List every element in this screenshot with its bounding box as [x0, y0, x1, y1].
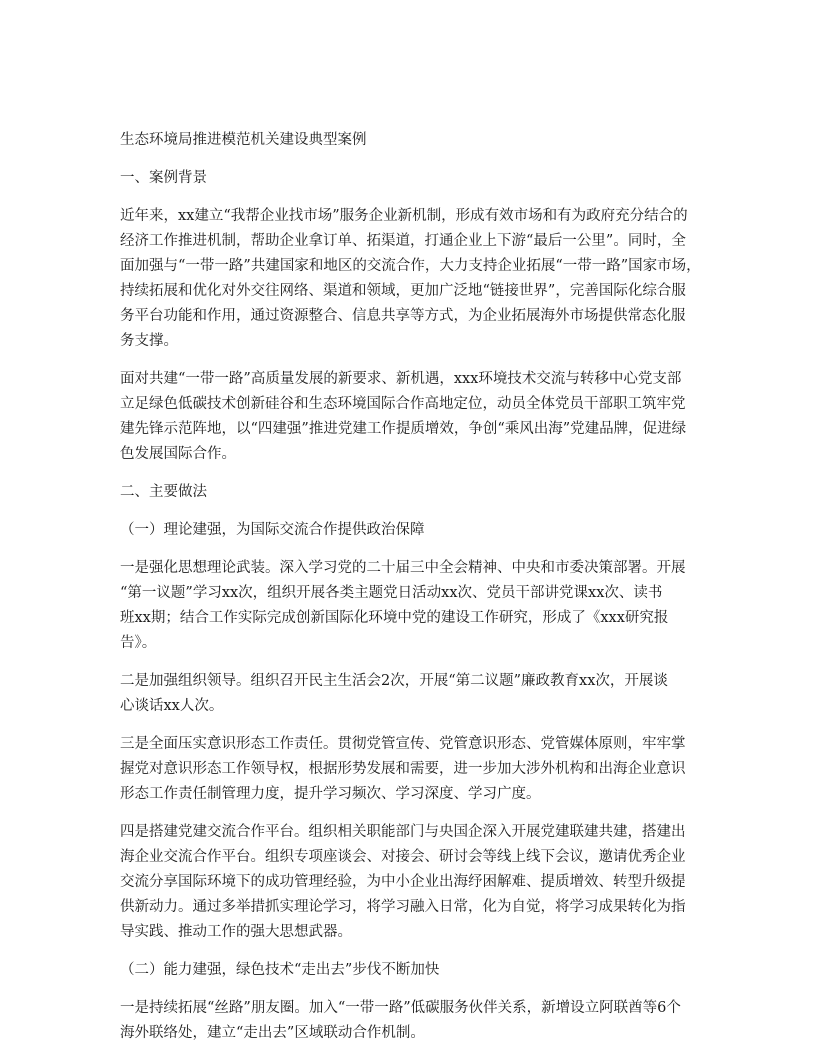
document-page [120, 128, 701, 1059]
text-line: 持续拓展和优化对外交往网络、渠道和领域，更加广泛地“链接世界”，完善国际化综合服 [120, 283, 686, 299]
text-line: 海企业交流合作平台。组织专项座谈会、对接会、研讨会等线上线下会议，邀请优秀企业 [120, 849, 686, 865]
text-line: 告》。 [120, 635, 157, 651]
text-line: 面加强与“一带一路”共建国家和地区的交流合作，大力支持企业拓展“一带一路”国家市场， [120, 258, 701, 274]
paragraph-capability-1 [120, 996, 698, 1046]
subsection-heading-theory: （一）理论建强，为国际交流合作提供政治保障 [120, 522, 425, 538]
text-line: 面对共建“一带一路”高质量发展的新要求、新机遇，xxx环境技术交流与转移中心党支部 [120, 371, 682, 387]
text-line: 海外联络处，建立“走出去”区域联动合作机制。 [120, 1025, 425, 1041]
text-line: 心谈话xx人次。 [120, 698, 224, 714]
document-title: 生态环境局推进模范机关建设典型案例 [120, 132, 367, 148]
text-line: 供新动力。通过多举措抓实理论学习，将学习融入日常，化为自觉，将学习成果转化为指 [120, 899, 686, 915]
text-line: 立足绿色低碳技术创新硅谷和生态环境国际合作高地定位，动员全体党员干部职工筑牢党 [120, 396, 686, 412]
paragraph-theory-2 [120, 669, 698, 719]
paragraph-background-1 [120, 204, 701, 354]
text-line: 经济工作推进机制，帮助企业拿订单、拓渠道，打通企业上下游“最后一公里”。同时，全 [120, 233, 686, 249]
text-line: 建先锋示范阵地，以“四建强”推进党建工作提质增效，争创“乘风出海”党建品牌，促进绿 [120, 421, 687, 437]
text-line: “第一议题”学习xx次，组织开展各类主题党日活动xx次、党员干部讲党课xx次、读书 [120, 585, 663, 601]
text-line: 班xx期；结合工作实际完成创新国际化环境中党的建设工作研究，形成了《xxx研究报 [120, 610, 669, 626]
text-line: 握党对意识形态工作领导权，根据形势发展和需要，进一步加大涉外机构和出海企业意识 [120, 761, 686, 777]
text-line: 交流分享国际环境下的成功管理经验，为中小企业出海纾困解难、提质增效、转型升级提 [120, 874, 686, 890]
text-line: 色发展国际合作。 [120, 446, 236, 462]
text-line: 一是强化思想理论武装。深入学习党的二十届三中全会精神、中央和市委决策部署。开展 [120, 560, 686, 576]
text-line: 形态工作责任制管理力度，提升学习频次、学习深度、学习广度。 [120, 786, 541, 802]
subsection-heading-capability: （二）能力建强，绿色技术“走出去”步伐不断加快 [120, 962, 440, 978]
paragraph-theory-1 [120, 556, 698, 656]
text-line: 务平台功能和作用，通过资源整合、信息共享等方式，为企业拓展海外市场提供常态化服 [120, 308, 686, 324]
paragraph-theory-4 [120, 820, 698, 945]
text-line: 二是加强组织领导。组织召开民主生活会2次，开展“第二议题”廉政教育xx次，开展谈 [120, 673, 668, 689]
text-line: 务支撑。 [120, 333, 178, 349]
text-line: 导实践、推动工作的强大思想武器。 [120, 924, 352, 940]
text-line: 四是搭建党建交流合作平台。组织相关职能部门与央国企深入开展党建联建共建，搭建出 [120, 824, 686, 840]
section-heading-background: 一、案例背景 [120, 170, 207, 186]
paragraph-theory-3 [120, 732, 698, 807]
text-line: 三是全面压实意识形态工作责任。贯彻党管宣传、党管意识形态、党管媒体原则，牢牢掌 [120, 736, 686, 752]
text-line: 一是持续拓展“丝路”朋友圈。加入“一带一路”低碳服务伙伴关系，新增设立阿联酋等6个 [120, 1000, 681, 1016]
section-heading-measures: 二、主要做法 [120, 484, 207, 500]
paragraph-background-2 [120, 367, 698, 467]
text-line: 近年来，xx建立“我帮企业找市场”服务企业新机制，形成有效市场和有为政府充分结合的 [120, 208, 688, 224]
